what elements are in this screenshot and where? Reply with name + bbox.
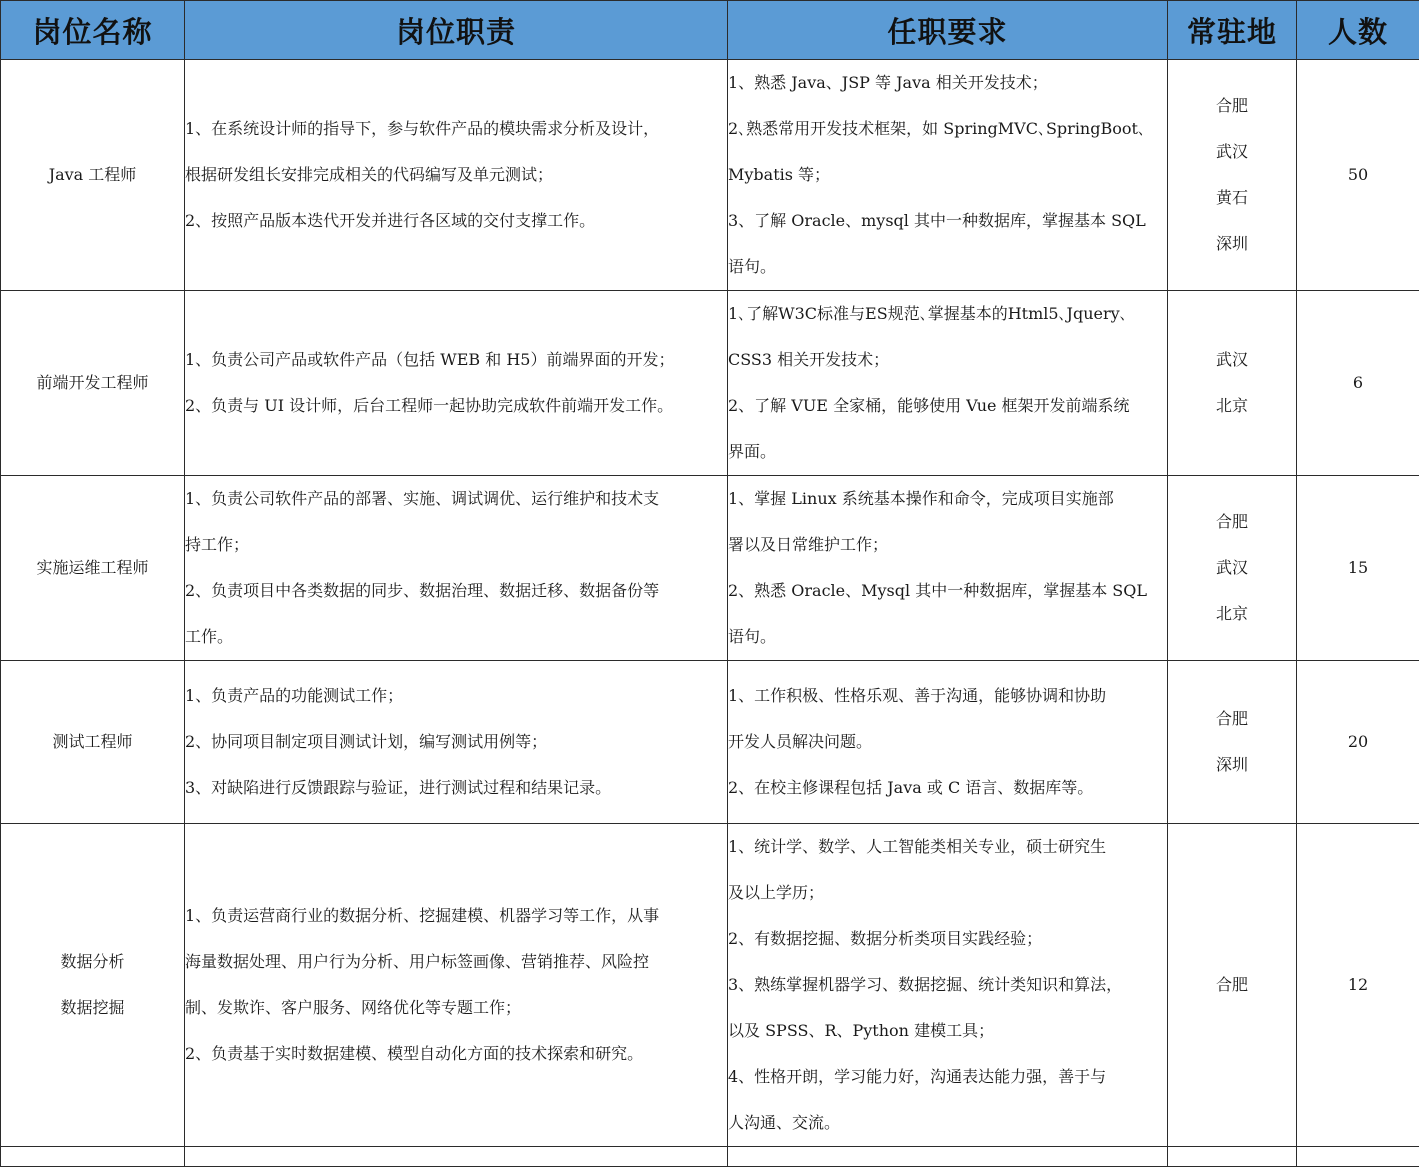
requirements-cell [728,476,1168,661]
headcount-value: 12 [1297,962,1419,1008]
table-row [1,60,1419,291]
requirement-line: 2、有数据挖掘、数据分析类项目实践经验； [728,916,1167,962]
duty-line: 3、对缺陷进行反馈跟踪与验证，进行测试过程和结果记录。 [185,765,727,811]
duty-line: 2、负责项目中各类数据的同步、数据治理、数据迁移、数据备份等 [185,568,727,614]
duties-cell [185,661,728,824]
position-name: 数据分析 [1,939,184,985]
table-row [1,661,1419,824]
duty-line: 根据研发组长安排完成相关的代码编写及单元测试； [185,152,727,198]
requirement-line: 及以上学历； [728,870,1167,916]
location-cell [1168,291,1297,476]
position-name: 前端开发工程师 [1,360,184,406]
location-name: 武汉 [1168,545,1296,591]
location-cell [1168,476,1297,661]
duty-line: 2、协同项目制定项目测试计划，编写测试用例等； [185,719,727,765]
position-name-cell [1,476,185,661]
location-name: 黄石 [1168,175,1296,221]
location-name: 合肥 [1168,962,1296,1008]
headcount-cell [1297,476,1419,661]
location-name: 合肥 [1168,499,1296,545]
header-headcount: 人数 [1297,1,1419,60]
location-name: 北京 [1168,591,1296,637]
duty-line: 持工作； [185,522,727,568]
requirement-line: 2、在校主修课程包括 Java 或 C 语言、数据库等。 [728,765,1167,811]
requirement-line: 2、熟悉 Oracle、Mysql 其中一种数据库，掌握基本 SQL [728,568,1167,614]
table-row [1,476,1419,661]
headcount-value: 6 [1297,360,1419,406]
location-cell [1168,60,1297,291]
requirement-line: 界面。 [728,429,1167,475]
location-name: 深圳 [1168,742,1296,788]
position-name: 数据挖掘 [1,985,184,1031]
location-name: 武汉 [1168,129,1296,175]
requirement-line: 1、统计学、数学、人工智能类相关专业，硕士研究生 [728,824,1167,870]
position-name-cell [1,661,185,824]
location-name: 合肥 [1168,83,1296,129]
location-name: 合肥 [1168,696,1296,742]
location-cell [1168,824,1297,1147]
table-row [1,291,1419,476]
requirement-line: CSS3 相关开发技术； [728,337,1167,383]
duty-line: 工作。 [185,614,727,660]
duty-line: 2、负责与 UI 设计师，后台工程师一起协助完成软件前端开发工作。 [185,383,727,429]
requirement-line: 3、熟练掌握机器学习、数据挖掘、统计类知识和算法， [728,962,1167,1008]
requirements-cell [728,661,1168,824]
duty-line: 2、负责基于实时数据建模、模型自动化方面的技术探索和研究。 [185,1031,727,1077]
requirement-line: Mybatis 等； [728,152,1167,198]
position-name-cell [1,60,185,291]
duty-line: 1、负责公司产品或软件产品（包括 WEB 和 H5）前端界面的开发； [185,337,727,383]
location-cell [1168,661,1297,824]
header-duties: 岗位职责 [185,1,728,60]
duty-line: 2、按照产品版本迭代开发并进行各区域的交付支撑工作。 [185,198,727,244]
duty-line: 1、负责运营商行业的数据分析、挖掘建模、机器学习等工作，从事 [185,893,727,939]
requirement-line: 4、性格开朗，学习能力好，沟通表达能力强，善于与 [728,1054,1167,1100]
requirement-line: 以及 SPSS、R、Python 建模工具； [728,1008,1167,1054]
requirement-line: 1、熟悉 Java、JSP 等 Java 相关开发技术； [728,60,1167,106]
headcount-cell [1297,824,1419,1147]
requirement-line: 署以及日常维护工作； [728,522,1167,568]
requirements-cell [728,824,1168,1147]
requirement-line: 语句。 [728,244,1167,290]
requirement-line: 2､熟悉常用开发技术框架，如 SpringMVC､SpringBoot､ [728,106,1167,152]
requirement-line: 语句。 [728,614,1167,660]
headcount-value: 50 [1297,152,1419,198]
duty-line: 海量数据处理、用户行为分析、用户标签画像、营销推荐、风险控 [185,939,727,985]
requirement-line: 1、工作积极、性格乐观、善于沟通，能够协调和协助 [728,673,1167,719]
headcount-value: 20 [1297,719,1419,765]
requirement-line: 1､了解W3C标准与ES规范､掌握基本的Html5､Jquery､ [728,291,1167,337]
requirement-line: 开发人员解决问题。 [728,719,1167,765]
requirement-line: 1、掌握 Linux 系统基本操作和命令，完成项目实施部 [728,476,1167,522]
requirement-line: 3、了解 Oracle、mysql 其中一种数据库，掌握基本 SQL [728,198,1167,244]
duties-cell [185,291,728,476]
header-requirements: 任职要求 [728,1,1168,60]
duty-line: 1、负责公司软件产品的部署、实施、调试调优、运行维护和技术支 [185,476,727,522]
header-row [1,1,1419,60]
requirement-line: 人沟通、交流。 [728,1100,1167,1146]
table-row [1,824,1419,1147]
header-location: 常驻地 [1168,1,1297,60]
headcount-cell [1297,661,1419,824]
duties-cell [185,476,728,661]
headcount-cell [1297,60,1419,291]
headcount-value: 15 [1297,545,1419,591]
position-name: 测试工程师 [1,719,184,765]
location-name: 武汉 [1168,337,1296,383]
location-name: 深圳 [1168,221,1296,267]
header-position-name: 岗位名称 [1,1,185,60]
duties-cell [185,60,728,291]
location-name: 北京 [1168,383,1296,429]
position-name: Java 工程师 [1,152,184,198]
position-name-cell [1,824,185,1147]
duty-line: 1、负责产品的功能测试工作； [185,673,727,719]
position-name-cell [1,291,185,476]
duty-line: 制、发欺诈、客户服务、网络优化等专题工作； [185,985,727,1031]
duties-cell [185,824,728,1147]
requirements-cell [728,291,1168,476]
duty-line: 1、在系统设计师的指导下，参与软件产品的模块需求分析及设计， [185,106,727,152]
headcount-cell [1297,291,1419,476]
table-body [1,60,1419,1167]
position-name: 实施运维工程师 [1,545,184,591]
requirement-line: 2、了解 VUE 全家桶，能够使用 Vue 框架开发前端系统 [728,383,1167,429]
requirements-cell [728,60,1168,291]
